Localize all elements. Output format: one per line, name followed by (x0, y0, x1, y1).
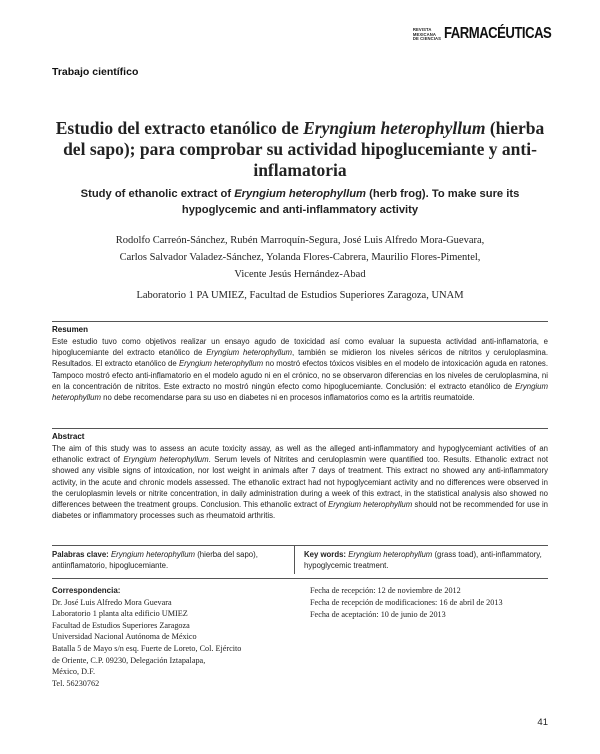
logo-small-line: REVISTA (412, 27, 432, 33)
title-en-part2: (herb frog). To make sure its hypoglycemic and anti-inflammatory activity (181, 188, 520, 216)
species-name: Eryngium heterophyllum (206, 348, 293, 358)
keywords-english (304, 549, 548, 571)
correspondence-line: Universidad Nacional Autónoma de México (52, 632, 197, 642)
affiliation: Laboratorio 1 PA UMIEZ, Facultad de Estudios Superiores Zaragoza, UNAM (136, 290, 464, 301)
abstract-body (52, 443, 548, 521)
keywords-en-rest: (grass toad), anti-inflammatory, hypoglycemic treatment. (304, 550, 542, 571)
section-label: Trabajo científico (52, 66, 139, 78)
species-name: Eryngium heterophyllum (328, 500, 413, 510)
title-es-part2: (hierba del sapo); para comprobar su actividad hipoglucemiante y anti-inflamatoria (63, 118, 545, 180)
author-list (52, 232, 548, 283)
divider (52, 321, 548, 322)
correspondence-heading: Correspondencia: (52, 586, 121, 595)
resumen-text: no debe recomendarse para su uso en diabetes ni en procesos inflamatorios como es la artritis reumatoide. (100, 393, 475, 403)
title-es-species: Eryngium heterophyllum (303, 118, 486, 138)
resumen-text: , también se midieron los niveles séricos de nitritos y ceruloplasmina. Resultados. El extracto etanólico de (52, 348, 548, 369)
abstract-heading: Abstract (52, 432, 85, 441)
abstract-text: . Serum levels of Nitrites and ceruloplasmin were quantified too. Results. Ethanolic extract not showed any visible signs of intoxication, nor lost weight in animals after 7 days of treatment. This extract no showed any anti-inflammatory activity, in the acute and chronic models assessed. The ethanolic extract had not hypoglycemiant activity and no differences were observed in the ceruloplasmin levels or nitrite concentration, in daily administration during a week of this extract, in the statistical analysis also showed no differences between the treatment groups. Conclusion. This ethanolic extract of (52, 455, 548, 510)
correspondence-line: Facultad de Estudios Superiores Zaragoza (52, 620, 190, 630)
abstract-text: should not be recommended for use in diabetes or inflammatory processes such as rheumatoid arthritis. (52, 500, 549, 521)
correspondence-line: Dr. José Luis Alfredo Mora Guevara (52, 597, 172, 607)
species-name: Eryngium heterophyllum (123, 455, 209, 465)
author-line: Rodolfo Carreón-Sánchez, Rubén Marroquín-Segura, José Luis Alfredo Mora-Guevara, (115, 235, 485, 246)
title-spanish (52, 118, 548, 181)
date-modified: Fecha de recepción de modificaciones: 16 de abril de 2013 (310, 597, 503, 607)
correspondence (52, 585, 302, 689)
abstract-text: The aim of this study was to assess an acute toxicity assay, as well as the alleged anti-inflammatory and hypoglycemiant activities of an ethanolic extract of (52, 444, 548, 465)
date-received: Fecha de recepción: 12 de noviembre de 2012 (310, 586, 461, 595)
correspondence-line: Tel. 56230762 (52, 678, 100, 688)
journal-logo (413, 26, 554, 42)
article-dates (310, 585, 550, 620)
divider (52, 428, 548, 429)
divider (52, 545, 548, 546)
resumen-text: no mostró efectos tóxicos visibles en el modelo de intoxicación aguda en ratones. Tampoco mostró efecto anti-inflamatorio en el modelo agudo ni en el crónico, no se observaron diferencias en los niveles de ceruloplasmina, ni en la concentración de nitritos. Este extracto no mostró ningún efecto como hipoglucemiante. Conclusión: el extracto etanólico de (52, 359, 548, 391)
title-english (52, 186, 548, 218)
resumen-body (52, 336, 548, 403)
column-divider (294, 546, 295, 574)
species-name: Eryngium heterophyllum (178, 359, 264, 369)
resumen-text: Este estudio tuvo como objetivos realizar un ensayo agudo de toxicidad así como evaluar la supuesta actividad anti-inflamatoria, e hipoglucemiante del extracto etanólico de (52, 337, 548, 358)
correspondence-line: México, D.F. (52, 667, 96, 677)
keywords-en-label: Key words: (304, 550, 347, 559)
date-accepted: Fecha de aceptación: 10 de junio de 2013 (310, 609, 446, 619)
keywords-es-label: Palabras clave: (52, 550, 109, 559)
correspondence-line: de Oriente, C.P. 09230, Delegación Iztapalapa, (52, 655, 206, 665)
page-number: 41 (537, 717, 548, 728)
logo-big-text: FARMACÉUTICAS (444, 25, 552, 42)
logo-small-text (413, 28, 441, 42)
title-en-species: Eryngium heterophyllum (234, 188, 366, 200)
logo-small-line: MEXICANA (412, 31, 437, 37)
species-name: Eryngium heterophyllum (348, 550, 433, 559)
keywords-spanish (52, 549, 282, 571)
title-es-part1: Estudio del extracto etanólico de (55, 118, 304, 138)
resumen-heading: Resumen (52, 325, 89, 334)
author-line: Carlos Salvador Valadez-Sánchez, Yolanda Flores-Cabrera, Maurilio Flores-Pimentel, (119, 252, 481, 263)
species-name: Eryngium heterophyllum (52, 381, 548, 403)
keywords-es-rest: (hierba del sapo), antiinflamatorio, hipoglucemiante. (52, 550, 258, 571)
correspondence-line: Batalla 5 de Mayo s/n esq. Fuerte de Loreto, Col. Ejército (52, 643, 242, 653)
species-name: Eryngium heterophyllum (110, 550, 196, 559)
title-en-part1: Study of ethanolic extract of (80, 188, 235, 200)
author-line: Vicente Jesús Hernández-Abad (234, 269, 366, 280)
correspondence-line: Laboratorio 1 planta alta edificio UMIEZ (52, 609, 188, 619)
logo-small-line: DE CIENCIAS (412, 36, 441, 42)
divider (52, 578, 548, 579)
